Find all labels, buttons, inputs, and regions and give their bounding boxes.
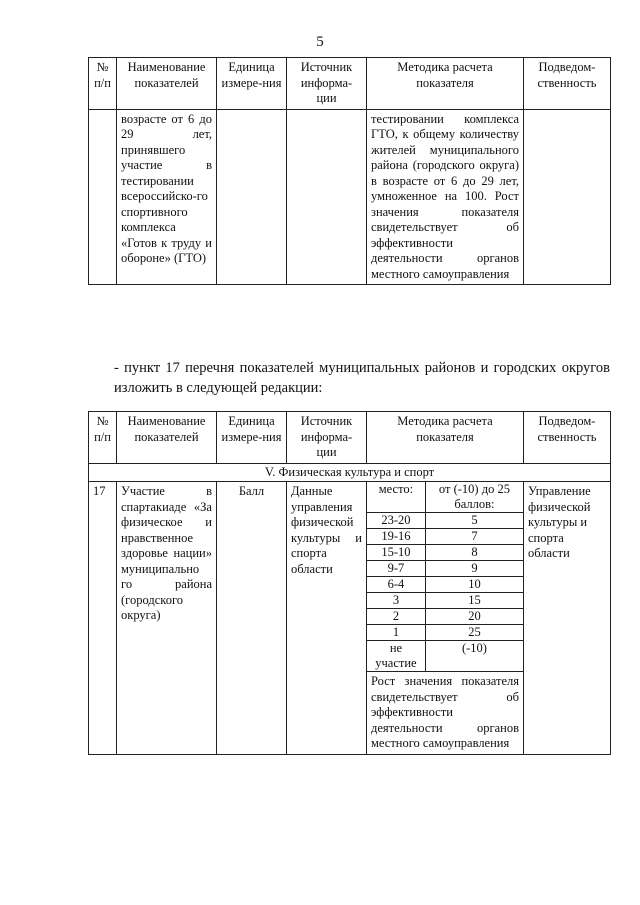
header-unit: Единица измере-ния <box>217 58 287 110</box>
scale-place: 15-10 <box>367 545 425 561</box>
scale-header-points: от (-10) до 25 баллов: <box>425 482 523 513</box>
scale-points: (-10) <box>425 641 523 672</box>
method-note: Рост значения показателя свидетельствует об эффективности деятельности органов местного самоуправления <box>371 674 519 750</box>
header-method: Методика расчета показателя <box>367 412 524 464</box>
scale-row <box>367 529 523 545</box>
scale-row <box>367 641 523 672</box>
scale-row <box>367 561 523 577</box>
header-unit: Единица измере-ния <box>217 412 287 464</box>
cell-source <box>287 109 367 285</box>
header-source: Источник информа-ции <box>287 58 367 110</box>
scale-place: 23-20 <box>367 513 425 529</box>
scale-points: 20 <box>425 609 523 625</box>
scale-place: 9-7 <box>367 561 425 577</box>
scale-points: 9 <box>425 561 523 577</box>
scale-row <box>367 609 523 625</box>
cell-subordination: Управление физической культуры и спорта области <box>524 482 611 755</box>
cell-method: тестировании комплекса ГТО, к общему количеству жителей муниципального района (городского округа) в возрасте от 6 до 29 лет, умноженное на 100. Рост значения показателя свидетельствует об эффективности деятельности органов местного самоуправления <box>367 109 524 285</box>
scale-header-place: место: <box>367 482 425 513</box>
cell-method <box>367 482 524 755</box>
section-title: V. Физическая культура и спорт <box>89 463 611 482</box>
page-number: 5 <box>316 34 324 50</box>
scale-row <box>367 545 523 561</box>
amendment-paragraph <box>88 358 610 398</box>
cell-num <box>89 109 117 285</box>
scale-points: 25 <box>425 625 523 641</box>
cell-unit <box>217 109 287 285</box>
scale-row <box>367 513 523 529</box>
cell-name: возрасте от 6 до 29 лет, принявшего участие в тестировании всероссийско-го спортивного комплекса «Готов к труду и обороне» (ГТО) <box>117 109 217 285</box>
scale-place: 3 <box>367 593 425 609</box>
header-num: № п/п <box>89 412 117 464</box>
scale-points: 15 <box>425 593 523 609</box>
cell-name: Участие в спартакиаде «За физическое и нравственное здоровье нации» муниципально го района (городского округа) <box>117 482 217 755</box>
scale-row <box>367 625 523 641</box>
header-subordination: Подведом-ственность <box>524 412 611 464</box>
header-name: Наименование показателей <box>117 412 217 464</box>
header-source: Источник информа-ции <box>287 412 367 464</box>
scale-place: 1 <box>367 625 425 641</box>
scale-points: 8 <box>425 545 523 561</box>
scale-points: 5 <box>425 513 523 529</box>
table-header-row <box>89 412 611 464</box>
table-row <box>89 109 611 285</box>
scale-points: 7 <box>425 529 523 545</box>
table-header-row <box>89 58 611 110</box>
scale-place: 19-16 <box>367 529 425 545</box>
scale-place: 2 <box>367 609 425 625</box>
scale-row <box>367 577 523 593</box>
header-name: Наименование показателей <box>117 58 217 110</box>
header-num: № п/п <box>89 58 117 110</box>
header-method: Методика расчета показателя <box>367 58 524 110</box>
scale-points: 10 <box>425 577 523 593</box>
header-subordination: Подведом-ственность <box>524 58 611 110</box>
scale-place: 6-4 <box>367 577 425 593</box>
indicators-table-item-17 <box>88 411 611 755</box>
scale-row <box>367 593 523 609</box>
scale-place: не участие <box>367 641 425 672</box>
table-row <box>89 482 611 755</box>
points-scale-table <box>367 482 523 672</box>
cell-source: Данные управления физической культуры и спорта области <box>287 482 367 755</box>
section-row <box>89 463 611 482</box>
cell-num: 17 <box>89 482 117 755</box>
paragraph-text: - пункт 17 перечня показателей муниципальных районов и городских округов изложить в следующей редакции: <box>114 360 610 396</box>
cell-unit: Балл <box>217 482 287 755</box>
scale-header-row <box>367 482 523 513</box>
cell-subordination <box>524 109 611 285</box>
indicators-table-continued <box>88 57 611 285</box>
